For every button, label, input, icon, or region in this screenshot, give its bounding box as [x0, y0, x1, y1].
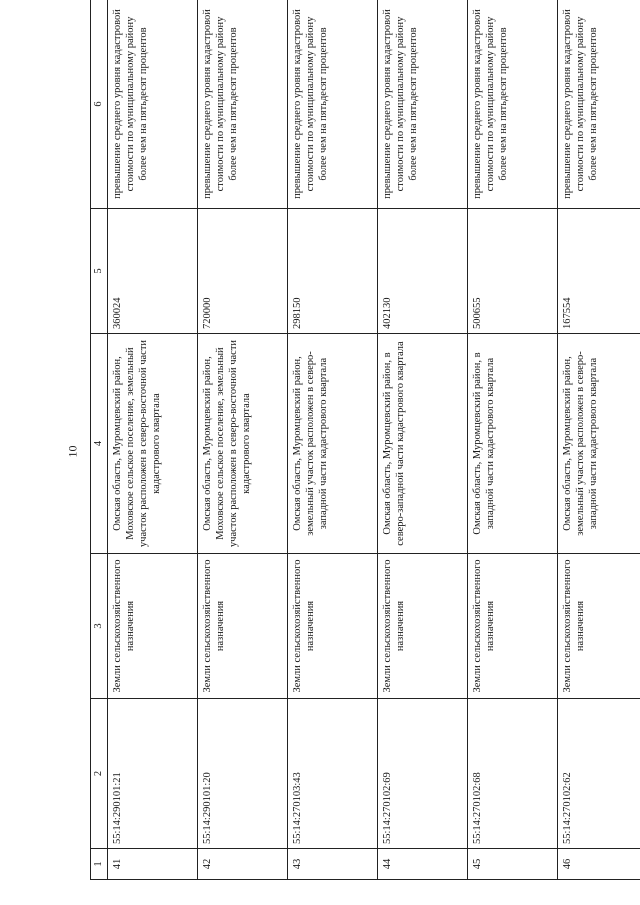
table-row [378, 0, 468, 880]
cadastral-value: 360024 [108, 209, 198, 334]
location: Омская область, Муромцевский район, земельный участок расположен в северо-западной части кадастрового квартала [288, 334, 378, 554]
location: Омская область, Муромцевский район, в северо-западной части кадастрового квартала [378, 334, 468, 554]
location: Омская область, Муромцевский район, Моховское сельское поселение, земельный участок расположен в северо-восточной части кадастрового квартала [198, 334, 288, 554]
land-category: Земли сельскохозяйственного назначения [558, 554, 640, 699]
location: Омская область, Муромцевский район, в западной части кадастрового квартала [468, 334, 558, 554]
table-row [558, 0, 640, 880]
row-number: 41 [108, 849, 198, 880]
row-number: 43 [288, 849, 378, 880]
row-number: 45 [468, 849, 558, 880]
column-header-3: 3 [91, 554, 108, 699]
land-category: Земли сельскохозяйственного назначения [288, 554, 378, 699]
header-row [91, 0, 108, 880]
row-number: 46 [558, 849, 640, 880]
column-header-6: 6 [91, 0, 108, 209]
land-category: Земли сельскохозяйственного назначения [108, 554, 198, 699]
page-number: 10 [65, 445, 80, 458]
cadastral-value: 298150 [288, 209, 378, 334]
cadastral-number: 55:14:270102:69 [378, 699, 468, 849]
column-header-4: 4 [91, 334, 108, 554]
column-header-1: 1 [91, 849, 108, 880]
column-header-5: 5 [91, 209, 108, 334]
table-row [288, 0, 378, 880]
reason: превышение среднего уровня кадастровой стоимости по муниципальному району более чем на пятьдесят процентов [108, 0, 198, 209]
land-category: Земли сельскохозяйственного назначения [468, 554, 558, 699]
cadastral-number: 55:14:290101:20 [198, 699, 288, 849]
land-category: Земли сельскохозяйственного назначения [378, 554, 468, 699]
row-number: 44 [378, 849, 468, 880]
reason: превышение среднего уровня кадастровой стоимости по муниципальному району более чем на пятьдесят процентов [558, 0, 640, 209]
cadastral-number: 55:14:270103:43 [288, 699, 378, 849]
document-page [90, 9, 640, 880]
table-row [198, 0, 288, 880]
location: Омская область, Муромцевский район, земельный участок расположен в северо-западной части кадастрового квартала [558, 334, 640, 554]
cadastral-value: 500655 [468, 209, 558, 334]
cadastral-number: 55:14:270102:68 [468, 699, 558, 849]
cadastral-value: 402130 [378, 209, 468, 334]
row-number: 42 [198, 849, 288, 880]
table-row [468, 0, 558, 880]
reason: превышение среднего уровня кадастровой стоимости по муниципальному району более чем на пятьдесят процентов [378, 0, 468, 209]
cadastral-number: 55:14:270102:62 [558, 699, 640, 849]
location: Омская область, Муромцевский район, Моховское сельское поселение, земельный участок расположен в северо-восточной части кадастрового квартала [108, 334, 198, 554]
reason: превышение среднего уровня кадастровой стоимости по муниципальному району более чем на пятьдесят процентов [198, 0, 288, 209]
cadastral-value: 720000 [198, 209, 288, 334]
table-row [108, 0, 198, 880]
land-category: Земли сельскохозяйственного назначения [198, 554, 288, 699]
cadastral-value: 167554 [558, 209, 640, 334]
reason: превышение среднего уровня кадастровой стоимости по муниципальному району более чем на пятьдесят процентов [288, 0, 378, 209]
reason: превышение среднего уровня кадастровой стоимости по муниципальному району более чем на пятьдесят процентов [468, 0, 558, 209]
cadastral-number: 55:14:290101:21 [108, 699, 198, 849]
cadastral-table [90, 0, 640, 880]
column-header-2: 2 [91, 699, 108, 849]
